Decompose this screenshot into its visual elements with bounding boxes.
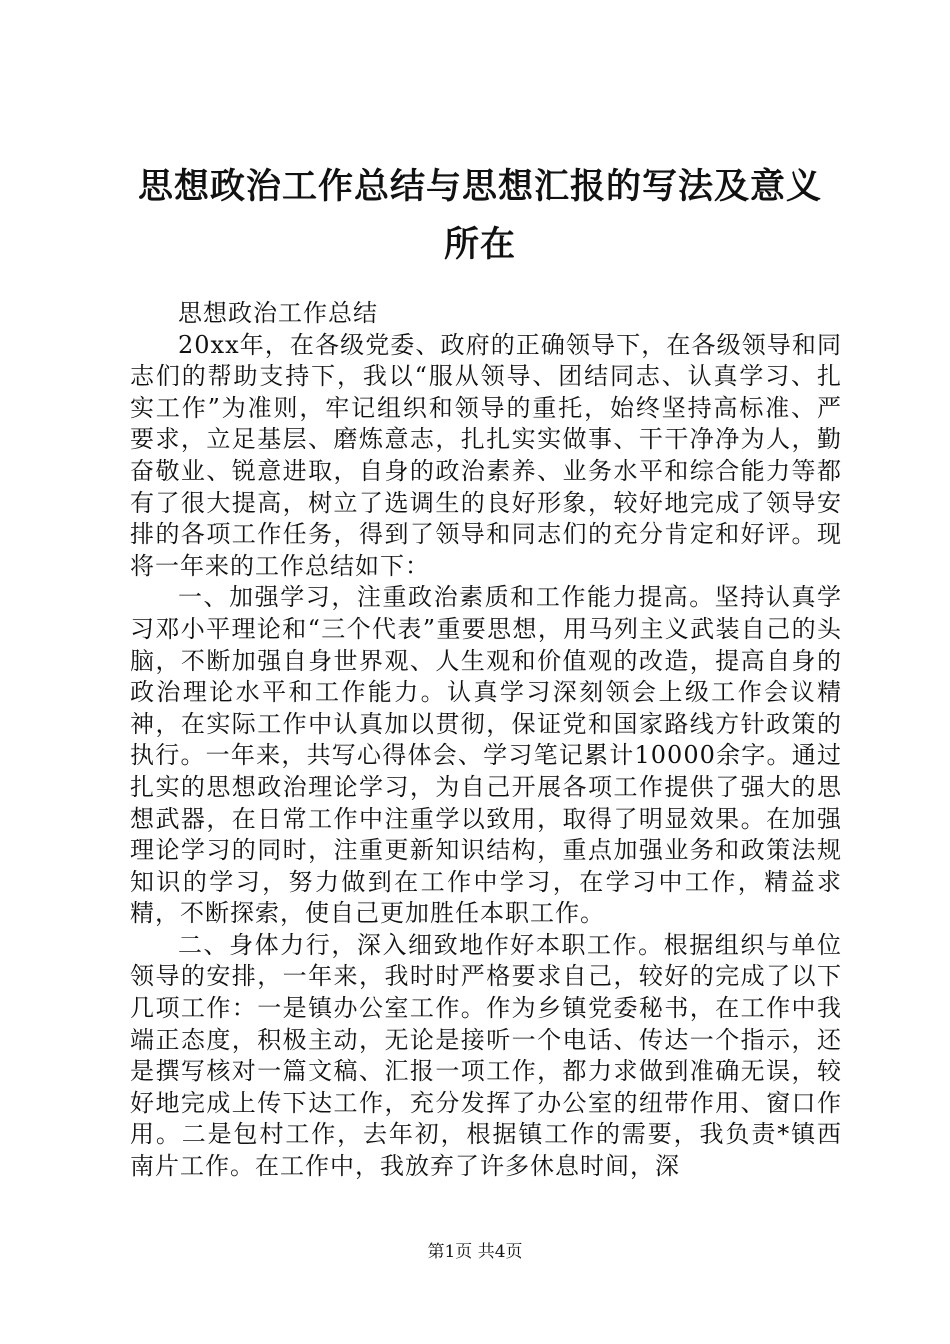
page-number-footer: 第1页 共4页 <box>427 1242 523 1262</box>
document-title: 思想政治工作总结与思想汇报的写法及意义所在 <box>137 167 822 265</box>
body-paragraph: 二、身体力行，深入细致地作好本职工作。根据组织与单位领导的安排，一年来，我时时严格要求自己，较好的完成了以下几项工作：一是镇办公室工作。作为乡镇党委秘书，在工作中我端正态度，积极主动，无论是接听一个电话、传达一个指示，还是撰写核对一篇文稿、汇报一项工作，都力求做到准确无误，较好地完成上传下达工作，充分发挥了办公室的纽带作用、窗口作用。二是包村工作，去年初，根据镇工作的需要，我负责*镇西南片工作。在工作中，我放弃了许多休息时间，深 <box>130 930 842 1181</box>
document-body <box>130 298 842 1183</box>
body-paragraph: 一、加强学习，注重政治素质和工作能力提高。坚持认真学习邓小平理论和“三个代表”重要思想，用马列主义武装自己的头脑，不断加强自身世界观、人生观和价值观的改造，提高自身的政治理论水平和工作能力。认真学习深刻领会上级工作会议精神，在实际工作中认真加以贯彻，保证党和国家路线方针政策的执行。一年来，共写心得体会、学习笔记累计10000余字。通过扎实的思想政治理论学习，为自己开展各项工作提供了强大的思想武器，在日常工作中注重学以致用，取得了明显效果。在加强理论学习的同时，注重更新知识结构，重点加强业务和政策法规知识的学习，努力做到在工作中学习，在学习中工作，精益求精，不断探索，使自己更加胜任本职工作。 <box>130 583 842 928</box>
section-heading: 思想政治工作总结 <box>178 299 378 327</box>
body-paragraph: 20xx年，在各级党委、政府的正确领导下，在各级领导和同志们的帮助支持下，我以“服从领导、团结同志、认真学习、扎实工作”为准则，牢记组织和领导的重托，始终坚持高标准、严要求，立足基层、磨炼意志，扎扎实实做事、干干净净为人，勤奋敬业、锐意进取，自身的政治素养、业务水平和综合能力等都有了很大提高，树立了选调生的良好形象，较好地完成了领导安排的各项工作任务，得到了领导和同志们的充分肯定和好评。现将一年来的工作总结如下： <box>130 330 842 580</box>
